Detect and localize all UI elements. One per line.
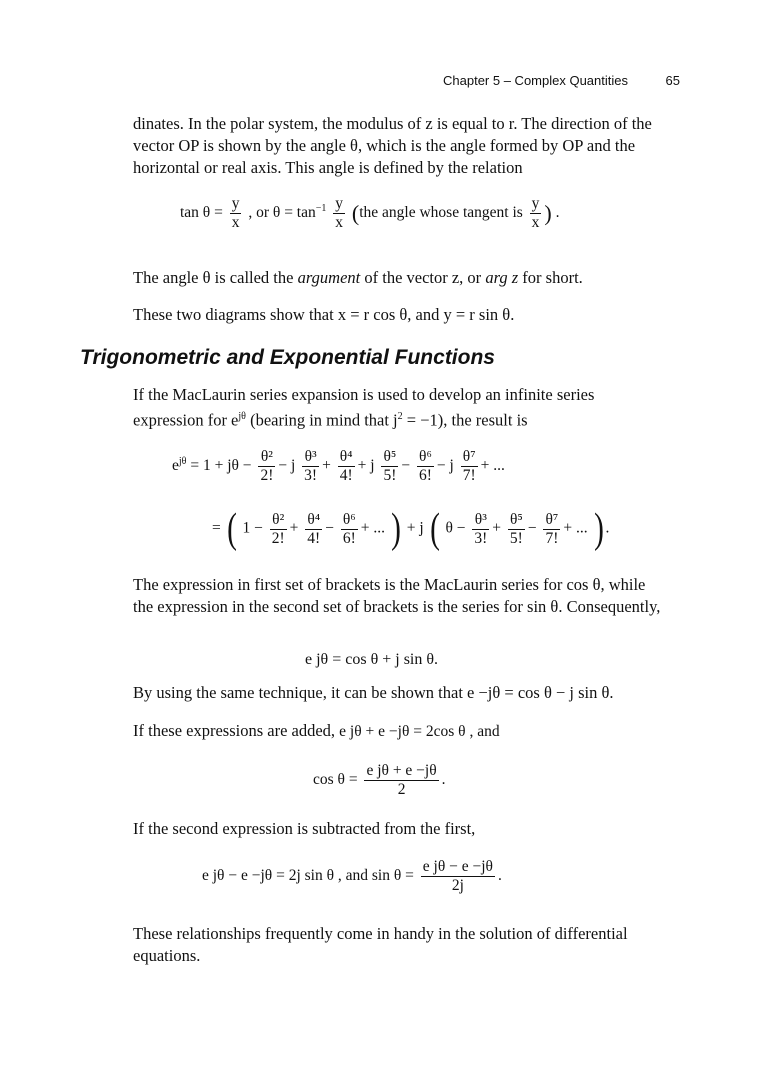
term-den: 3!	[474, 529, 488, 547]
argument-paragraph	[133, 267, 663, 289]
maclaurin-line2c: = −1), the result is	[402, 410, 528, 430]
series2-end: .	[605, 519, 610, 537]
series1-lhs: e	[172, 457, 179, 475]
series1-term	[381, 448, 398, 485]
cos-fraction	[364, 762, 438, 799]
tan-mid: , or θ = tan	[248, 204, 316, 222]
series1-term	[461, 448, 478, 485]
term-num: θ⁶	[417, 448, 434, 467]
term-op: + ...	[480, 457, 505, 475]
added-text: If these expressions are added,	[133, 721, 336, 740]
term-num: θ⁴	[305, 511, 322, 530]
closing-paragraph: These relationships frequently come in handy in the solution of differential equations.	[133, 924, 628, 965]
sin-term	[472, 511, 489, 548]
term-op: −	[527, 519, 537, 537]
term-num: θ⁵	[508, 511, 525, 530]
term-num: θ³	[302, 448, 319, 467]
sin-term	[508, 511, 525, 548]
term-num: θ²	[270, 511, 287, 530]
maclaurin-line2a: expression for e	[133, 410, 239, 430]
y-over-x-3	[530, 195, 542, 232]
term-den: 6!	[419, 467, 432, 484]
term-num: θ⁵	[381, 448, 398, 467]
sin-equation	[202, 858, 502, 895]
series1-start: = 1 + jθ −	[190, 457, 252, 475]
term-op: + j	[357, 457, 375, 475]
close-paren: )	[390, 506, 401, 552]
y-over-x-2	[333, 195, 345, 232]
term-op: −	[401, 457, 411, 475]
arg-z-term: arg z	[485, 268, 519, 287]
sin-term	[543, 511, 560, 548]
open-paren: (	[226, 506, 237, 552]
frac3-num: y	[531, 195, 540, 212]
term-num: θ³	[472, 511, 489, 530]
series2-eq: =	[212, 519, 221, 537]
sin-num: e jθ − e −jθ	[422, 858, 493, 875]
cos-term	[341, 511, 358, 548]
cos-lhs: cos θ =	[313, 771, 358, 789]
sin-fraction	[421, 858, 495, 895]
series1-term	[338, 448, 355, 485]
maclaurin-line2b: (bearing in mind that j	[245, 410, 398, 430]
term-num: θ⁶	[341, 511, 358, 530]
term-op: −	[325, 519, 334, 537]
term-op: − j	[278, 457, 296, 475]
term-num: θ⁷	[543, 511, 560, 530]
series2-join: + j	[406, 519, 424, 537]
page-number: 65	[665, 73, 680, 88]
term-op: + ...	[360, 519, 386, 537]
term-op: +	[289, 519, 299, 537]
frac-num: y	[231, 195, 240, 212]
series1-term	[302, 448, 319, 485]
term-den: 7!	[545, 529, 559, 547]
euler-formula: e jθ = cos θ + j sin θ.	[305, 651, 439, 668]
term-num: θ⁴	[338, 448, 355, 467]
subtracted-paragraph: If the second expression is subtracted from the first,	[133, 819, 476, 838]
series1-sup: jθ	[178, 455, 187, 467]
tan-description: the angle whose tangent is	[359, 204, 523, 222]
cos-end: .	[441, 771, 446, 789]
inverse-sup: −1	[315, 202, 327, 214]
chapter-title: Chapter 5 – Complex Quantities	[443, 73, 628, 88]
frac-den: x	[231, 214, 240, 231]
term-den: 5!	[383, 467, 397, 484]
term-den: 4!	[339, 467, 353, 484]
term-den: 3!	[304, 467, 318, 484]
cos-num: e jθ + e −jθ	[366, 762, 437, 779]
frac2-num: y	[335, 195, 344, 212]
term-den: 7!	[462, 467, 476, 484]
argument-after: for short.	[518, 268, 583, 287]
section-heading: Trigonometric and Exponential Functions	[80, 346, 495, 369]
cos-den: 2	[397, 781, 406, 798]
series2-one: 1 −	[242, 519, 263, 537]
term-op: + ...	[563, 519, 588, 537]
open-paren: (	[429, 506, 440, 552]
frac3-den: x	[531, 214, 540, 231]
maclaurin-sup: jθ	[238, 411, 246, 422]
maclaurin-sup2: 2	[397, 411, 403, 422]
term-num: θ²	[258, 448, 275, 467]
diagrams-paragraph: These two diagrams show that x = r cos θ, and y = r sin θ.	[133, 305, 515, 324]
term-num: θ⁷	[461, 448, 478, 467]
tan-equation: tan θ = $\frac{y}{x}$ , or $\theta = \tan^{-1}$ $\frac{y}{x}$ (the angle whose tangent is $\frac{y}{x}$ ) .	[180, 195, 560, 231]
maclaurin-line1: If the MacLaurin series expansion is used to develop an infinite series	[133, 385, 595, 404]
series-expansion-1	[172, 448, 505, 485]
term-den: 5!	[509, 529, 523, 547]
sin-part1: e jθ − e −jθ = 2j sin θ , and sin θ =	[202, 867, 414, 885]
term-den: 2!	[271, 529, 285, 547]
frac2-den: x	[335, 214, 344, 231]
argument-before: The angle θ is called the	[133, 268, 298, 287]
added-equation: e jθ + e −jθ = 2cos θ , and	[339, 723, 500, 740]
sin-end: .	[498, 867, 502, 885]
cos-term	[270, 511, 287, 548]
series1-term	[258, 448, 275, 485]
argument-middle: of the vector z, or	[360, 268, 486, 287]
y-over-x	[230, 195, 242, 232]
cos-equation	[313, 762, 446, 799]
maclaurin-paragraph	[133, 384, 663, 432]
tan-lhs: tan θ =	[180, 204, 223, 222]
explanation-paragraph: The expression in first set of brackets is the MacLaurin series for cos θ, while the expression in the second set of brackets is the series for sin θ. Consequently,	[133, 575, 661, 616]
close-paren: )	[593, 506, 604, 552]
term-op: +	[492, 519, 502, 537]
sin-den: 2j	[451, 877, 464, 894]
term-den: 4!	[307, 529, 321, 547]
term-op: − j	[436, 457, 454, 475]
series1-term	[417, 448, 434, 485]
series2-theta: θ −	[445, 519, 466, 537]
technique-paragraph: By using the same technique, it can be shown that e −jθ = cos θ − j sin θ.	[133, 683, 614, 702]
term-op: +	[322, 457, 331, 475]
cos-term	[305, 511, 322, 548]
term-den: 2!	[260, 467, 274, 484]
intro-paragraph: dinates. In the polar system, the modulus of z is equal to r. The direction of the vector OP is shown by the angle θ, which is the angle formed by OP and the horizontal or real axis. This angle is defined by the relation	[133, 114, 652, 177]
argument-term: argument	[297, 268, 361, 287]
page-header	[0, 73, 690, 93]
series-expansion-2	[212, 508, 609, 550]
term-den: 6!	[342, 529, 356, 547]
added-line	[133, 720, 663, 743]
